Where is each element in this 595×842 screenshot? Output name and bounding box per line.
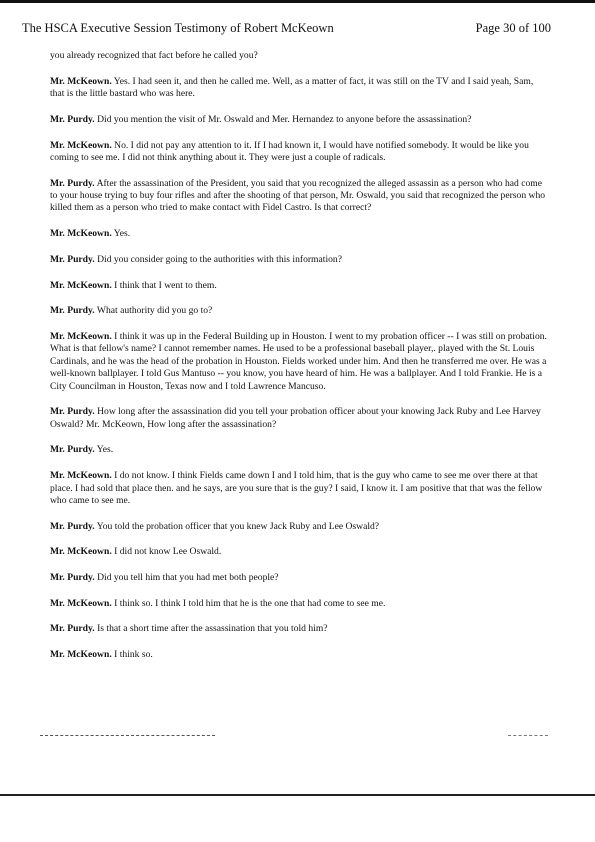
paragraph-text: Is that a short time after the assassination that you told him?	[97, 623, 328, 635]
transcript-paragraph	[50, 623, 550, 635]
transcript-paragraph	[50, 76, 550, 101]
speaker-name: Mr. Purdy.	[50, 520, 95, 532]
speaker-name: Mr. Purdy.	[50, 444, 95, 456]
transcript-paragraph	[50, 406, 550, 431]
transcript-paragraph	[50, 470, 550, 507]
transcript-paragraph	[50, 178, 550, 215]
speaker-name: Mr. McKeown.	[50, 597, 112, 609]
paragraph-text: I think that I went to them.	[114, 279, 217, 291]
scan-artifact-line	[508, 735, 548, 736]
transcript-body	[50, 50, 550, 675]
paragraph-text: No. I did not pay any attention to it. If I had known it, I would have notified somebody. It would be like you coming to see me. I did not think anything about it. They were just a couple of radicals.	[50, 139, 529, 163]
scan-artifact-line	[40, 735, 215, 736]
paragraph-text: Yes. I had seen it, and then he called me. Well, as a matter of fact, it was still on the TV and I said yeah, Sam, that is the little bastard who was here.	[50, 75, 534, 100]
paragraph-text: I did not know Lee Oswald.	[114, 546, 222, 558]
top-rule	[0, 0, 595, 3]
paragraph-text: I think so. I think I told him that he is the one that had come to see me.	[114, 597, 386, 609]
speaker-name: Mr. Purdy.	[50, 305, 95, 317]
transcript-paragraph	[50, 280, 550, 292]
page-number: Page 30 of 100	[475, 21, 551, 35]
transcript-paragraph	[50, 546, 550, 558]
paragraph-text: I think it was up in the Federal Building up in Houston. I went to my probation officer -- I was still on probation. What is that fellow's name? I cannot remember names. He used to be a professional baseball player,. played with the St. Louis Cardinals, and he was the head of the probation in Houston. Fields worked under him. And then he transferred me over. He was a well-known ballplayer. I told Gus Mantuso -- you know, you have heard of him. He was a ballplayer. And I told Frankie. He is a City Councilman in Houston, Texas now and I told Lawrence Mancuso.	[50, 330, 547, 392]
paragraph-text: you already recognized that fact before he called you?	[50, 50, 258, 61]
page-header	[22, 20, 551, 36]
paragraph-text: How long after the assassination did you tell your probation officer about your knowing Jack Ruby and Lee Harvey Oswald? Mr. McKeown, How long after the assassination?	[50, 406, 541, 430]
paragraph-text: Yes.	[113, 228, 131, 240]
paragraph-text: Did you tell him that you had met both people?	[97, 572, 279, 584]
transcript-paragraph	[50, 572, 550, 584]
speaker-name: Mr. McKeown.	[50, 75, 112, 87]
paragraph-text: Did you mention the visit of Mr. Oswald and Mer. Hernandez to anyone before the assassination?	[97, 113, 472, 125]
transcript-paragraph	[50, 228, 550, 240]
speaker-name: Mr. Purdy.	[50, 113, 95, 125]
paragraph-text: Did you consider going to the authorities with this information?	[97, 253, 342, 265]
bottom-rule	[0, 794, 595, 796]
speaker-name: Mr. Purdy.	[50, 406, 95, 418]
paragraph-text: Yes.	[96, 444, 114, 456]
transcript-paragraph	[50, 50, 550, 62]
paragraph-text: I think so.	[114, 649, 153, 661]
transcript-paragraph	[50, 331, 550, 393]
speaker-name: Mr. McKeown.	[50, 330, 112, 342]
speaker-name: Mr. McKeown.	[50, 470, 112, 482]
speaker-name: Mr. Purdy.	[50, 623, 95, 635]
transcript-paragraph	[50, 444, 550, 456]
speaker-name: Mr. McKeown.	[50, 139, 112, 151]
paragraph-text: What authority did you go to?	[96, 305, 213, 317]
transcript-paragraph	[50, 305, 550, 317]
paragraph-text: I do not know. I think Fields came down I and I told him, that is the guy who came to see me over there at that place. I had sold that place then. and he says, are you sure that is the guy? I said, I know it. I am positive that that was the fellow who came to see me.	[50, 470, 543, 506]
document-title: The HSCA Executive Session Testimony of Robert McKeown	[22, 21, 334, 35]
transcript-paragraph	[50, 140, 550, 165]
speaker-name: Mr. Purdy.	[50, 572, 95, 584]
speaker-name: Mr. McKeown.	[50, 228, 112, 240]
transcript-paragraph	[50, 254, 550, 266]
transcript-paragraph	[50, 598, 550, 610]
speaker-name: Mr. McKeown.	[50, 546, 112, 558]
paragraph-text: After the assassination of the President, you said that you recognized the alleged assassin as a person who had come to your house trying to buy four rifles and after the shooting of that person, Mr. Oswald, you said that recognized the person who killed them as a person who tried to make contact with Fidel Castro. Is that correct?	[50, 177, 546, 214]
speaker-name: Mr. Purdy.	[50, 177, 95, 189]
transcript-paragraph	[50, 114, 550, 126]
speaker-name: Mr. Purdy.	[50, 253, 95, 265]
paragraph-text: You told the probation officer that you knew Jack Ruby and Lee Oswald?	[96, 520, 380, 532]
transcript-paragraph	[50, 649, 550, 661]
transcript-paragraph	[50, 521, 550, 533]
speaker-name: Mr. McKeown.	[50, 649, 112, 661]
speaker-name: Mr. McKeown.	[50, 279, 112, 291]
